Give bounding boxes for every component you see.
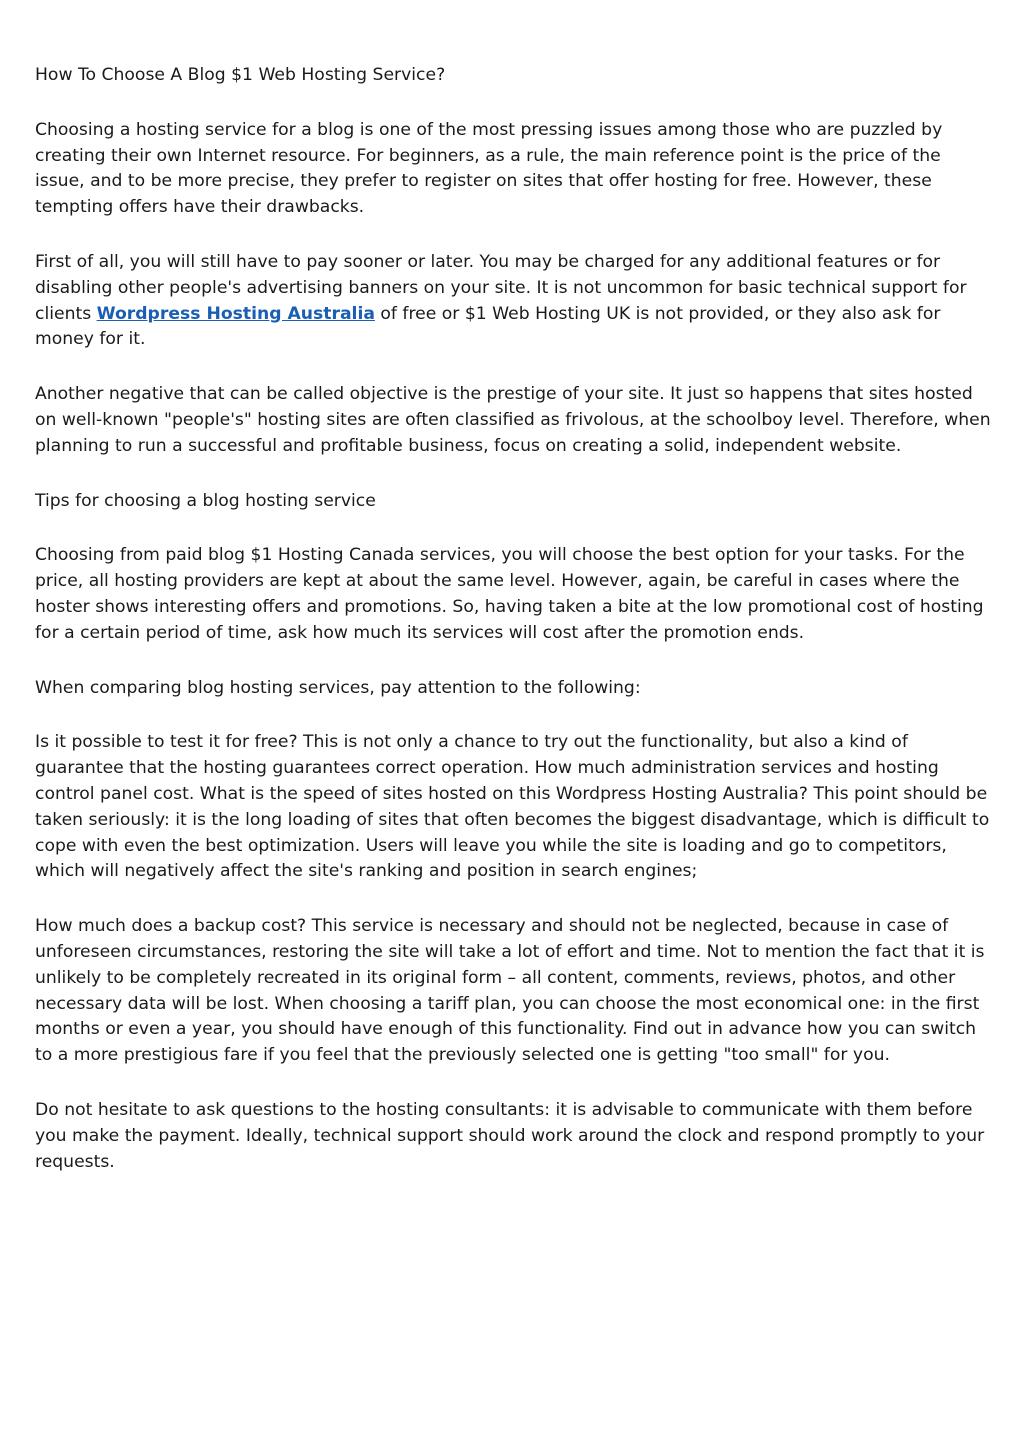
paragraph-costs-after: of free or $1 Web Hosting UK is not provided, or they also ask for money for it.: [35, 303, 941, 350]
paragraph-test-free: Is it possible to test it for free? This is not only a chance to try out the functionality, but also a kind of guarantee that the hosting guarantees correct operation. How much administration services and hosting control panel cost. What is the speed of sites hosted on this Wordpress Hosting Australia? This point should be taken seriously: it is the long loading of sites that often becomes the biggest disadvantage, which is difficult to cope with even the best optimization. Users will leave you while the site is loading and go to competitors, which will negatively affect the site's ranking and position in search engines;: [35, 732, 990, 882]
paragraph-consultants: Do not hesitate to ask questions to the hosting consultants: it is advisable to communicate with them before you make the payment. Ideally, technical support should work around the clock and respond promptly to your requests.: [35, 1099, 985, 1172]
paragraph-prestige: Another negative that can be called objective is the prestige of your site. It just so happens that sites hosted on well-known "people's" hosting sites are often classified as frivolous, at the schoolboy level. Therefore, when planning to run a successful and profitable business, focus on creating a solid, independent website.: [35, 384, 991, 456]
section-heading-tips: Tips for choosing a blog hosting service: [35, 490, 376, 511]
document-title: How To Choose A Blog $1 Web Hosting Service?: [35, 65, 446, 85]
paragraph-comparing: When comparing blog hosting services, pay attention to the following:: [35, 677, 641, 698]
paragraph-costs: [35, 250, 993, 353]
document-body: [35, 63, 993, 1204]
wordpress-hosting-australia-link[interactable]: Wordpress Hosting Australia: [96, 303, 375, 324]
paragraph-backup: How much does a backup cost? This service is necessary and should not be neglected, because in case of unforeseen circumstances, restoring the site will take a lot of effort and time. Not to mention the fact that it is unlikely to be completely recreated in its original form – all content, comments, reviews, photos, and other necessary data will be lost. When choosing a tariff plan, you can choose the most economical one: in the first months or even a year, you should have enough of this functionality. Find out in advance how you can switch to a more prestigious fare if you feel that the previously selected one is getting "too small" for you.: [35, 916, 985, 1066]
paragraph-costs-before: First of all, you will still have to pay sooner or later. You may be charged for any additional features or for disabling other people's advertising banners on your site. It is not uncommon for basic technical support for clients: [35, 251, 967, 324]
paragraph-intro: Choosing a hosting service for a blog is one of the most pressing issues among those who are puzzled by creating their own Internet resource. For beginners, as a rule, the main reference point is the price of the issue, and to be more precise, they prefer to register on sites that offer hosting for free. However, these tempting offers have their drawbacks.: [35, 119, 943, 218]
paragraph-paid-hosting: Choosing from paid blog $1 Hosting Canada services, you will choose the best option for your tasks. For the price, all hosting providers are kept at about the same level. However, again, be careful in cases where the hoster shows interesting offers and promotions. So, having taken a bite at the low promotional cost of hosting for a certain period of time, ask how much its services will cost after the promotion ends.: [35, 545, 984, 643]
